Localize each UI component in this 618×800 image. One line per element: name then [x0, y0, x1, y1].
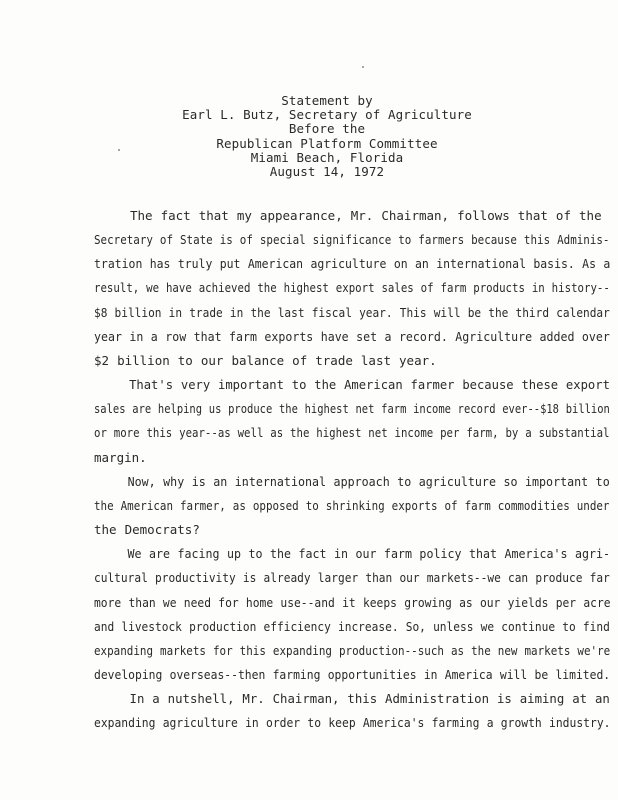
text-line: year in a row that farm exports have set a record. Agriculture added over [94, 328, 610, 344]
text-line: more than we need for home use--and it keeps growing as our yields per acre [94, 594, 611, 610]
text-line: expanding markets for this expanding production--such as the new markets we're [94, 642, 611, 658]
text-line: The fact that my appearance, Mr. Chairman, follows that of the [130, 208, 602, 223]
paragraph [94, 373, 610, 470]
text-line: and livestock production efficiency increase. So, unless we continue to find [94, 618, 610, 634]
paragraph [94, 542, 611, 687]
text-line: the American farmer, as opposed to shrinking exports of farm commodities under [94, 497, 610, 513]
statement-header [0, 94, 618, 179]
text-line: result, we have achieved the highest export sales of farm products in history-- [94, 280, 610, 296]
text-line: sales are helping us produce the highest net farm income record ever--$18 billion [94, 401, 610, 417]
text-line: We are facing up to the fact in our farm policy that America's agri- [127, 546, 611, 562]
header-line: Miami Beach, Florida [250, 149, 404, 165]
header-line: Statement by [281, 93, 373, 108]
scan-speck [362, 66, 364, 68]
text-line: the Democrats? [94, 522, 200, 538]
header-line: Republican Platform Committee [216, 135, 438, 151]
header-line: Earl L. Butz, Secretary of Agriculture [182, 107, 472, 123]
text-line: That's very important to the American farmer because these export [129, 377, 610, 393]
text-line: expanding agriculture in order to keep America's farming a growth industry. [94, 715, 611, 731]
text-line: developing overseas--then farming opportunities in America will be limited. [94, 666, 611, 682]
header-line: August 14, 1972 [269, 164, 385, 180]
paragraph [94, 470, 610, 542]
text-line: or more this year--as well as the highest net income per farm, by a substantial [94, 425, 610, 441]
text-line: In a nutshell, Mr. Chairman, this Administration is aiming at an [129, 691, 610, 707]
text-line: $8 billion in trade in the last fiscal year. This will be the third calendar [94, 304, 610, 320]
statement-body [94, 204, 611, 735]
text-line: $2 billion to our balance of trade last year. [94, 352, 437, 368]
text-line: Secretary of State is of special significance to farmers because this Adminis- [94, 232, 610, 248]
header-line: Before the [288, 121, 366, 137]
text-line: margin. [94, 449, 147, 465]
text-line: Now, why is an international approach to agriculture so important to [127, 473, 610, 489]
text-line: cultural productivity is already larger than our markets--we can produce far [94, 570, 610, 586]
text-line: tration has truly put American agriculture on an international basis. As a [94, 256, 611, 272]
paragraph [94, 687, 611, 735]
paragraph [94, 204, 611, 373]
